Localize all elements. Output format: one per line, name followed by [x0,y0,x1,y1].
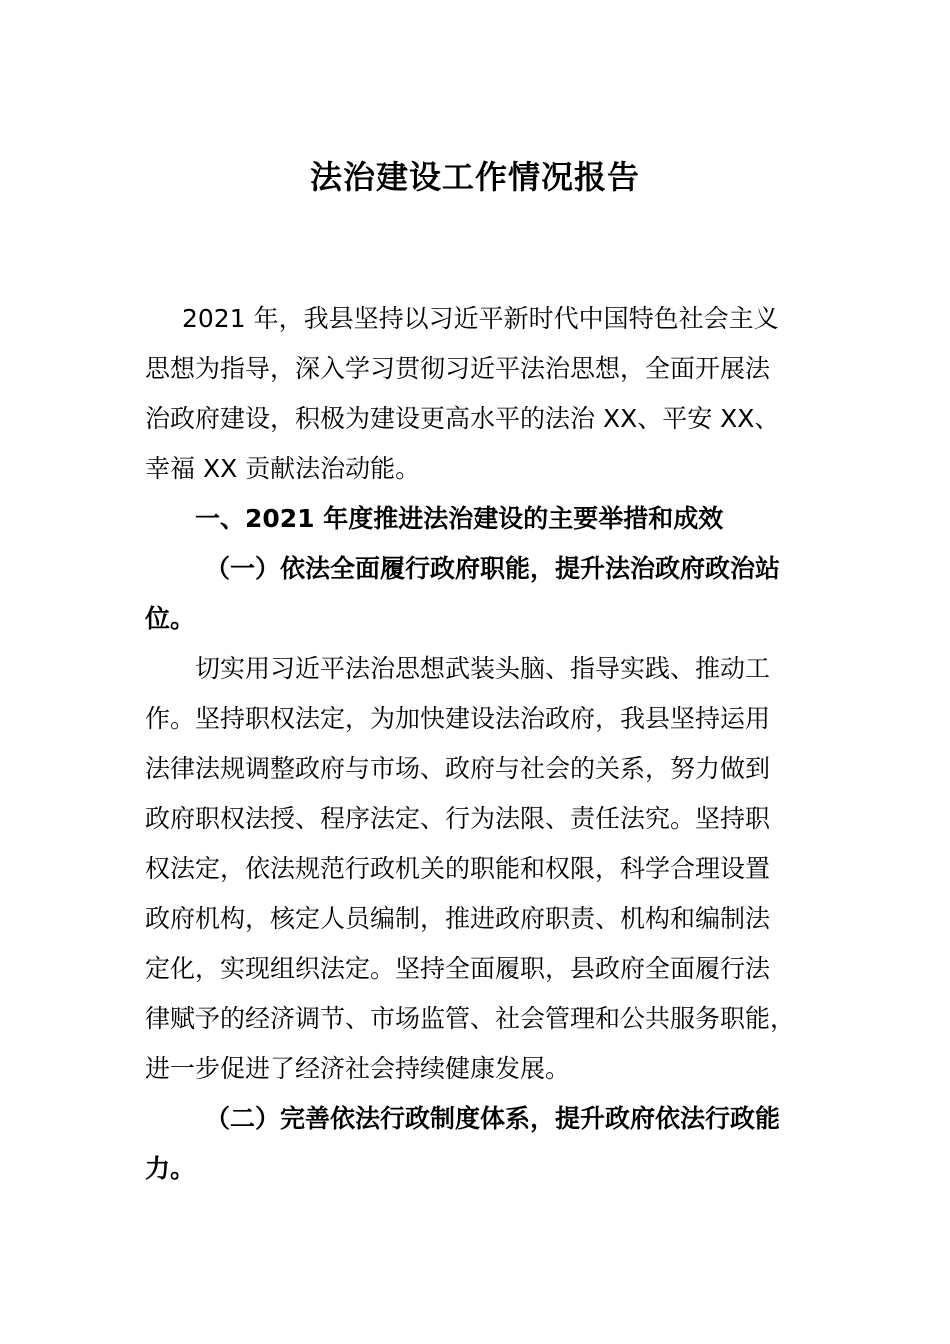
heading-line: （一）依法全面履行政府职能，提升法治政府政治站 [205,554,781,583]
intro-paragraph [145,294,795,494]
heading-line: 力。 [145,1154,196,1183]
heading-line: 位。 [145,604,196,633]
text-line: 切实用习近平法治思想武装头脑、指导实践、推动工 [195,654,771,683]
text-line: 幸福 XX 贡献法治动能。 [145,454,421,483]
text-line: 定化，实现组织法定。坚持全面履职，县政府全面履行法 [145,954,771,983]
text-line: 进一步促进了经济社会持续健康发展。 [145,1054,571,1083]
text-line: 法律法规调整政府与市场、政府与社会的关系，努力做到 [145,754,771,783]
text-line: 治政府建设，积极为建设更高水平的法治 XX、平安 XX、 [145,404,780,433]
text-line: 政府职权法授、程序法定、行为法限、责任法究。坚持职 [145,804,771,833]
heading-line: （二）完善依法行政制度体系，提升政府依法行政能 [205,1104,781,1133]
subsection-1-paragraph [145,644,795,1094]
text-line: 2021 年，我县坚持以习近平新时代中国特色社会主义 [182,304,779,333]
text-line: 权法定，依法规范行政机关的职能和权限，科学合理设置 [145,854,771,883]
subsection-heading-1 [145,544,795,644]
subsection-heading-2 [145,1094,795,1194]
text-line: 作。坚持职权法定，为加快建设法治政府，我县坚持运用 [145,704,771,733]
document-body [145,294,795,1194]
section-heading-1: 一、2021 年度推进法治建设的主要举措和成效 [195,504,724,533]
document-title: 法治建设工作情况报告 [309,158,640,196]
text-line: 政府机构，核定人员编制，推进政府职责、机构和编制法 [145,904,771,933]
text-line: 律赋予的经济调节、市场监管、社会管理和公共服务职能， [145,1004,796,1033]
text-line: 思想为指导，深入学习贯彻习近平法治思想，全面开展法 [145,354,771,383]
